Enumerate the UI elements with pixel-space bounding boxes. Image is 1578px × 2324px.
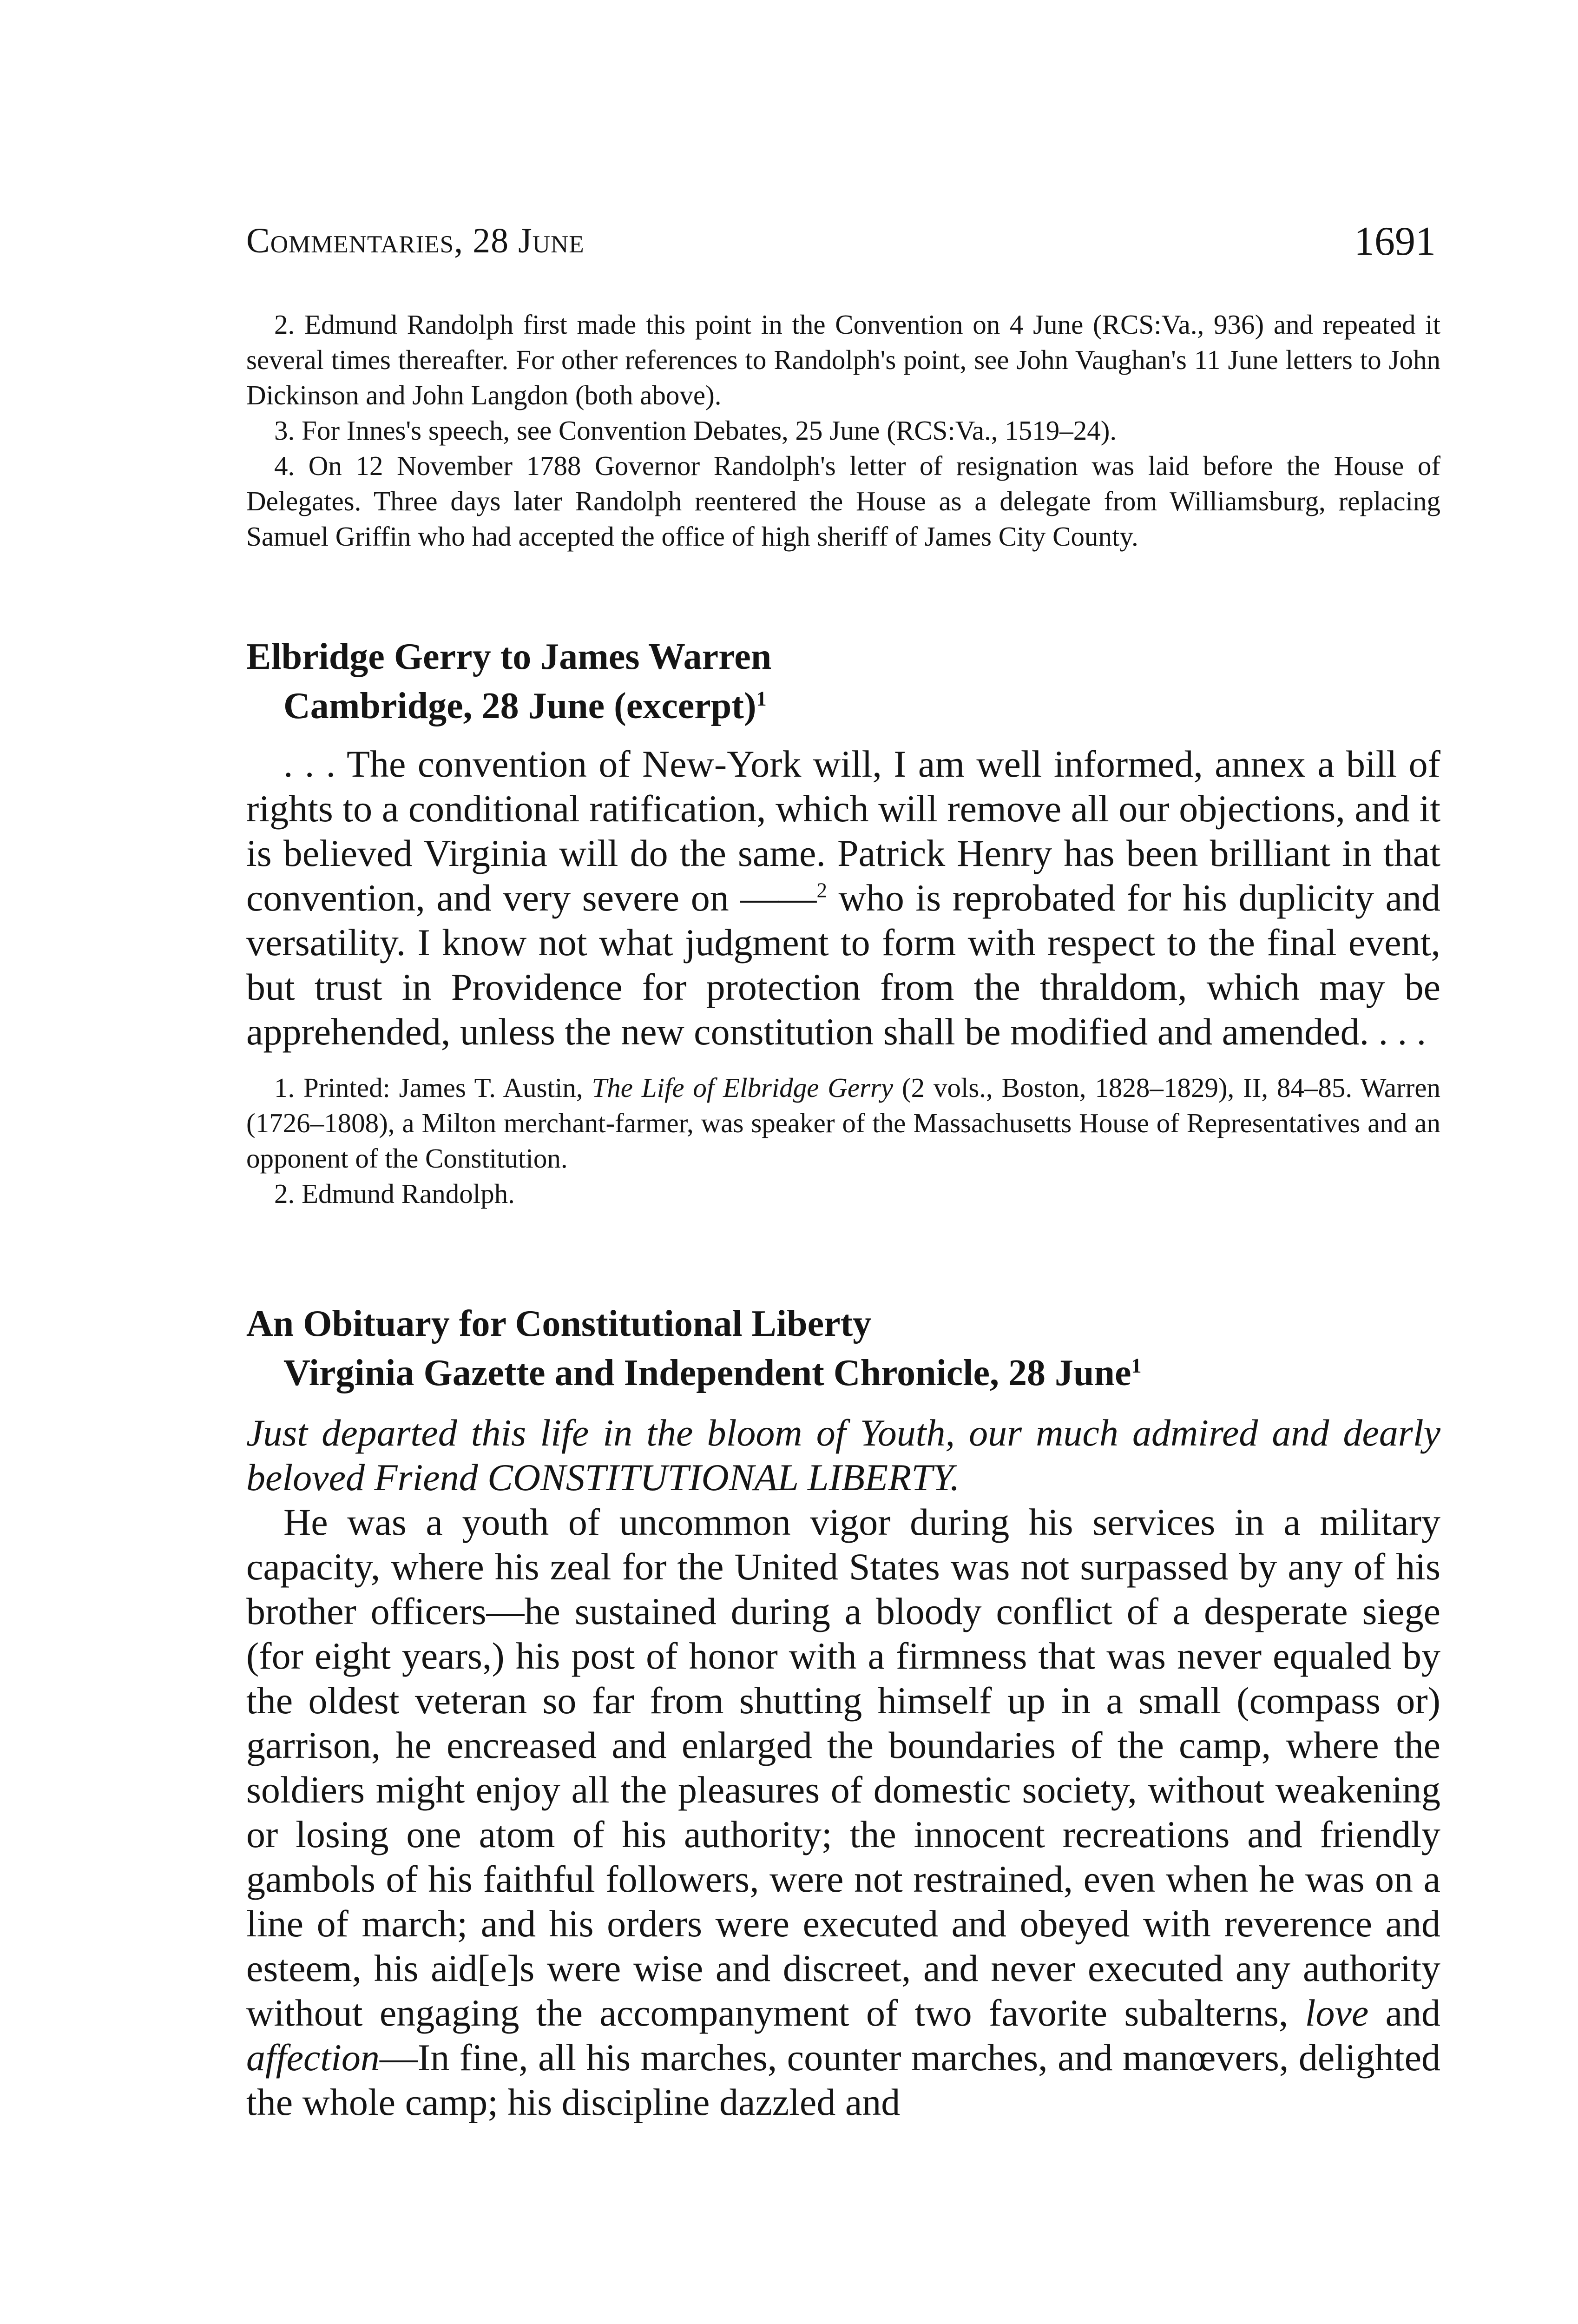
gerry-note-1-suffix: (2 vols., Boston, 1828–1829), II, 84–85. Warren (1726–1808), a Milton merchant-farmer, was speaker of the Massachusetts House of Representatives and an opponent of the Constitution. [246, 1072, 1441, 1174]
obituary-body [246, 1500, 1440, 2125]
obituary-body-affection: affection [246, 2036, 380, 2079]
gerry-note-2: 2. Edmund Randolph. [274, 1178, 515, 1209]
gerry-subheading-note: 1 [756, 687, 767, 710]
page-number: 1691 [1354, 219, 1436, 264]
obituary-headline: Just departed this life in the bloom of Youth, our much admired and dearly beloved Friend CONSTITUTIONAL LIBERTY. [246, 1412, 1440, 1499]
obituary-body-part2: —In fine, all his marches, counter marches, and manœvers, delighted the whole camp; his discipline dazzled and [246, 2036, 1440, 2123]
footnote-2-randolph: 2. Edmund Randolph first made this point in the Convention on 4 June (RCS:Va., 936) and repeated it several times thereafter. For other references to Randolph's point, see John Vaughan's 11 June letters to John Dickinson and John Langdon (both above). [246, 309, 1440, 410]
gerry-note-1 [246, 1070, 1440, 1176]
footnote-4-resignation: 4. On 12 November 1788 Governor Randolph's letter of resignation was laid before the House of Delegates. Three days later Randolph reentered the House as a delegate from Williamsburg, replacing Samuel Griffin who had accepted the office of high sheriff of James City County. [246, 450, 1440, 552]
gerry-letter-body [246, 742, 1440, 1054]
gerry-heading: Elbridge Gerry to James Warren [246, 636, 772, 677]
obituary-body-part1: He was a youth of uncommon vigor during his services in a military capacity, where his zeal for the United States was not surpassed by any of his brother officers—he sustained during a bloody conflict of a desperate siege (for eight years,) his post of honor with a firmness that was never equaled by the oldest veteran so far from shutting himself up in a small (compass or) garrison, he encreased and enlarged the boundaries of the camp, where the soldiers might enjoy all the pleasures of domestic society, without weakening or losing one atom of his authority; the innocent recreations and friendly gambols of his faithful followers, were not restrained, even when he was on a line of march; and his orders were executed and obeyed with reverence and esteem, his aid[e]s were wise and discreet, and never executed any authority without engaging the accompanyment of two favorite subalterns, [246, 1501, 1440, 2034]
obituary-section [246, 1299, 1440, 2125]
running-head-title: Commentaries, 28 June [246, 221, 585, 260]
obituary-body-and: and [1368, 1992, 1440, 2034]
gerry-body-part2: who is reprobated for his duplicity and versatility. I know not what judgment to form with respect to the final event, but trust in Providence for protection from the thraldom, which may be apprehended, unless the new constitution shall be modified and amended. . . . [246, 877, 1440, 1053]
gerry-subheading-text: Cambridge, 28 June (excerpt) [283, 686, 756, 726]
running-head [246, 221, 1436, 277]
gerry-note-1-title: The Life of Elbridge Gerry [592, 1072, 894, 1103]
gerry-notes [246, 1070, 1440, 1211]
gerry-section [246, 632, 1440, 1211]
gerry-note-1-prefix: 1. Printed: James T. Austin, [274, 1072, 592, 1103]
top-notes [246, 307, 1440, 554]
obituary-subheading [246, 1348, 1440, 1398]
footnote-3-innes: 3. For Innes's speech, see Convention Debates, 25 June (RCS:Va., 1519–24). [274, 415, 1117, 446]
obituary-subheading-text: Virginia Gazette and Independent Chronicle, 28 June [283, 1353, 1131, 1393]
obituary-subheading-note: 1 [1131, 1354, 1142, 1377]
obituary-heading: An Obituary for Constitutional Liberty [246, 1303, 872, 1344]
obituary-body-love: love [1305, 1992, 1369, 2034]
gerry-subheading [246, 681, 1440, 731]
gerry-body-note: 2 [816, 878, 827, 902]
gerry-body-part1: . . . The convention of New-York will, I am well informed, annex a bill of rights to a conditional ratification, which will remove all our objections, and it is believed Virginia will do the same. Patrick Henry has been brilliant in that convention, and very severe on —— [246, 743, 1440, 919]
